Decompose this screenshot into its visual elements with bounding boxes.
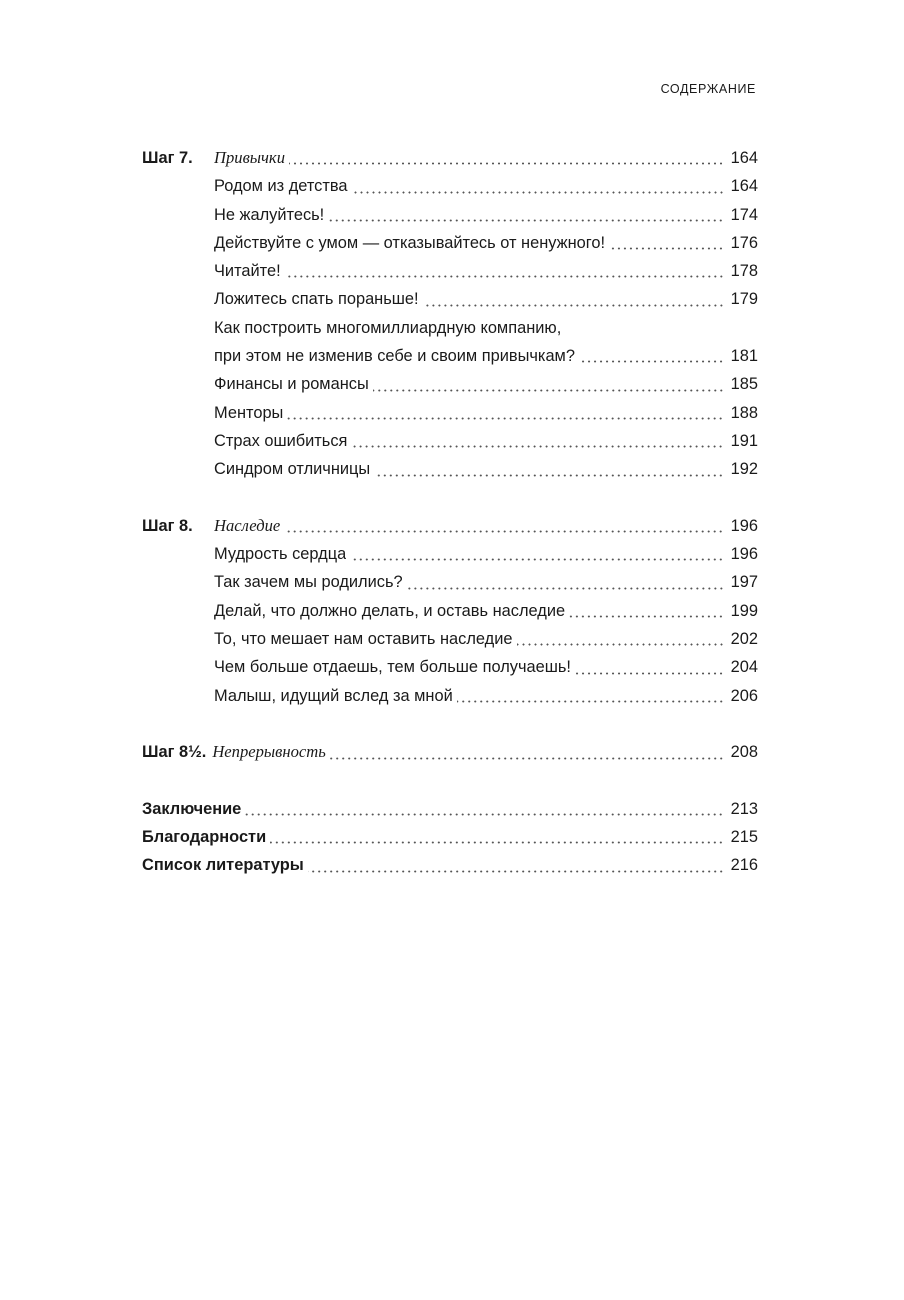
toc-back-matter (142, 795, 758, 880)
toc-entry-row[interactable] (142, 229, 758, 257)
dot-leader (287, 417, 724, 420)
entry-title: Финансы и романсы (214, 375, 369, 394)
toc-entry-row[interactable] (142, 201, 758, 229)
dot-leader (350, 558, 724, 561)
entry-title: То, что мешает нам оставить наследие (214, 630, 513, 649)
toc-entry-row[interactable] (142, 172, 758, 200)
dot-leader (569, 615, 724, 618)
page-number: 204 (730, 658, 758, 677)
entry-title: Малыш, идущий вслед за мной (214, 686, 453, 705)
dot-leader (374, 474, 724, 477)
page-number: 191 (730, 431, 758, 450)
page-number: 188 (730, 403, 758, 422)
toc-entry-row[interactable] (142, 399, 758, 427)
dot-leader (328, 219, 724, 222)
dot-leader (289, 162, 724, 165)
page-number: 196 (730, 545, 758, 564)
page-number: 197 (730, 573, 758, 592)
entry-title: Страх ошибиться (214, 431, 348, 450)
toc-entry-row[interactable] (142, 285, 758, 313)
toc-entry-row[interactable] (142, 540, 758, 568)
section-gap (142, 484, 758, 512)
dot-leader (285, 275, 724, 278)
entry-title: Читайте! (214, 262, 281, 281)
chapter-title: Непрерывность (212, 742, 326, 762)
entry-title: при этом не изменив себе и своим привычкам? (214, 347, 575, 366)
page-number: 164 (730, 149, 758, 167)
toc-entry-row[interactable] (142, 682, 758, 710)
page-number: 164 (730, 177, 758, 196)
entry-title: Не жалуйтесь! (214, 205, 325, 224)
dot-leader (330, 757, 724, 760)
page-number: 176 (730, 233, 758, 252)
backmatter-title: Список литературы (142, 856, 304, 875)
page-number: 179 (730, 290, 758, 309)
chapter-title: Наследие (214, 515, 281, 535)
page-number: 208 (730, 743, 758, 762)
page-number: 196 (730, 516, 758, 535)
page-number: 216 (730, 856, 758, 875)
entry-title: Чем больше отдаешь, тем больше получаешь! (214, 658, 571, 677)
step-label: Шаг 7. (142, 149, 193, 167)
dot-leader (284, 530, 724, 533)
entry-title: Ложитесь спать пораньше! (214, 290, 419, 309)
page-number: 174 (730, 205, 758, 224)
toc-entry-row[interactable] (142, 653, 758, 681)
toc-backmatter-row[interactable] (142, 851, 758, 879)
toc-entry-row[interactable] (142, 257, 758, 285)
entry-title: Мудрость сердца (214, 545, 347, 564)
page-number: 202 (730, 630, 758, 649)
entry-title: Делай, что должно делать, и оставь наследие (214, 601, 566, 620)
page-number: 213 (730, 799, 758, 818)
entry-title: Синдром отличницы (214, 460, 371, 479)
page-number: 215 (730, 828, 758, 847)
toc-section-step-8-half (142, 738, 758, 766)
dot-leader (407, 587, 724, 590)
toc-chapter-row[interactable] (142, 738, 758, 766)
dot-leader (579, 360, 724, 363)
section-gap (142, 767, 758, 795)
entry-title: Родом из детства (214, 177, 348, 196)
dot-leader (575, 672, 724, 675)
toc-section-step-7 (142, 144, 758, 484)
toc-entry-row[interactable] (142, 455, 758, 483)
toc-section-step-8 (142, 512, 758, 710)
entry-title: Менторы (214, 403, 284, 422)
toc-entry-row[interactable] (142, 625, 758, 653)
page-number: 199 (730, 601, 758, 620)
toc-entry-row[interactable] (142, 568, 758, 596)
toc-chapter-row[interactable] (142, 512, 758, 540)
dot-leader (373, 389, 724, 392)
running-head: СОДЕРЖАНИЕ (660, 82, 756, 96)
toc-entry-row[interactable] (142, 342, 758, 370)
page-number: 192 (730, 460, 758, 479)
dot-leader (308, 870, 724, 873)
section-gap (142, 710, 758, 738)
page-number: 181 (730, 347, 758, 366)
dot-leader (517, 643, 725, 646)
toc-entry-row[interactable] (142, 597, 758, 625)
page-number: 185 (730, 375, 758, 394)
toc-entry-row[interactable] (142, 370, 758, 398)
table-of-contents (142, 144, 758, 880)
entry-title: Действуйте с умом — отказывайтесь от ненужного! (214, 233, 606, 252)
toc-backmatter-row[interactable] (142, 823, 758, 851)
dot-leader (352, 191, 725, 194)
page-number: 178 (730, 262, 758, 281)
backmatter-title: Заключение (142, 799, 242, 818)
toc-entry-row[interactable] (142, 427, 758, 455)
page-number: 206 (730, 686, 758, 705)
chapter-title: Привычки (214, 148, 285, 167)
entry-title: Как построить многомиллиардную компанию, (214, 318, 562, 337)
toc-chapter-row[interactable] (142, 144, 758, 172)
dot-leader (457, 700, 724, 703)
step-label: Шаг 8. (142, 516, 193, 535)
dot-leader (245, 813, 724, 816)
dot-leader (351, 445, 724, 448)
dot-leader (423, 304, 724, 307)
toc-backmatter-row[interactable] (142, 795, 758, 823)
toc-entry-row-continued[interactable] (142, 314, 758, 342)
backmatter-title: Благодарности (142, 828, 267, 847)
dot-leader (609, 247, 724, 250)
step-label: Шаг 8½. (142, 743, 207, 762)
dot-leader (270, 841, 724, 844)
entry-title: Так зачем мы родились? (214, 573, 403, 592)
